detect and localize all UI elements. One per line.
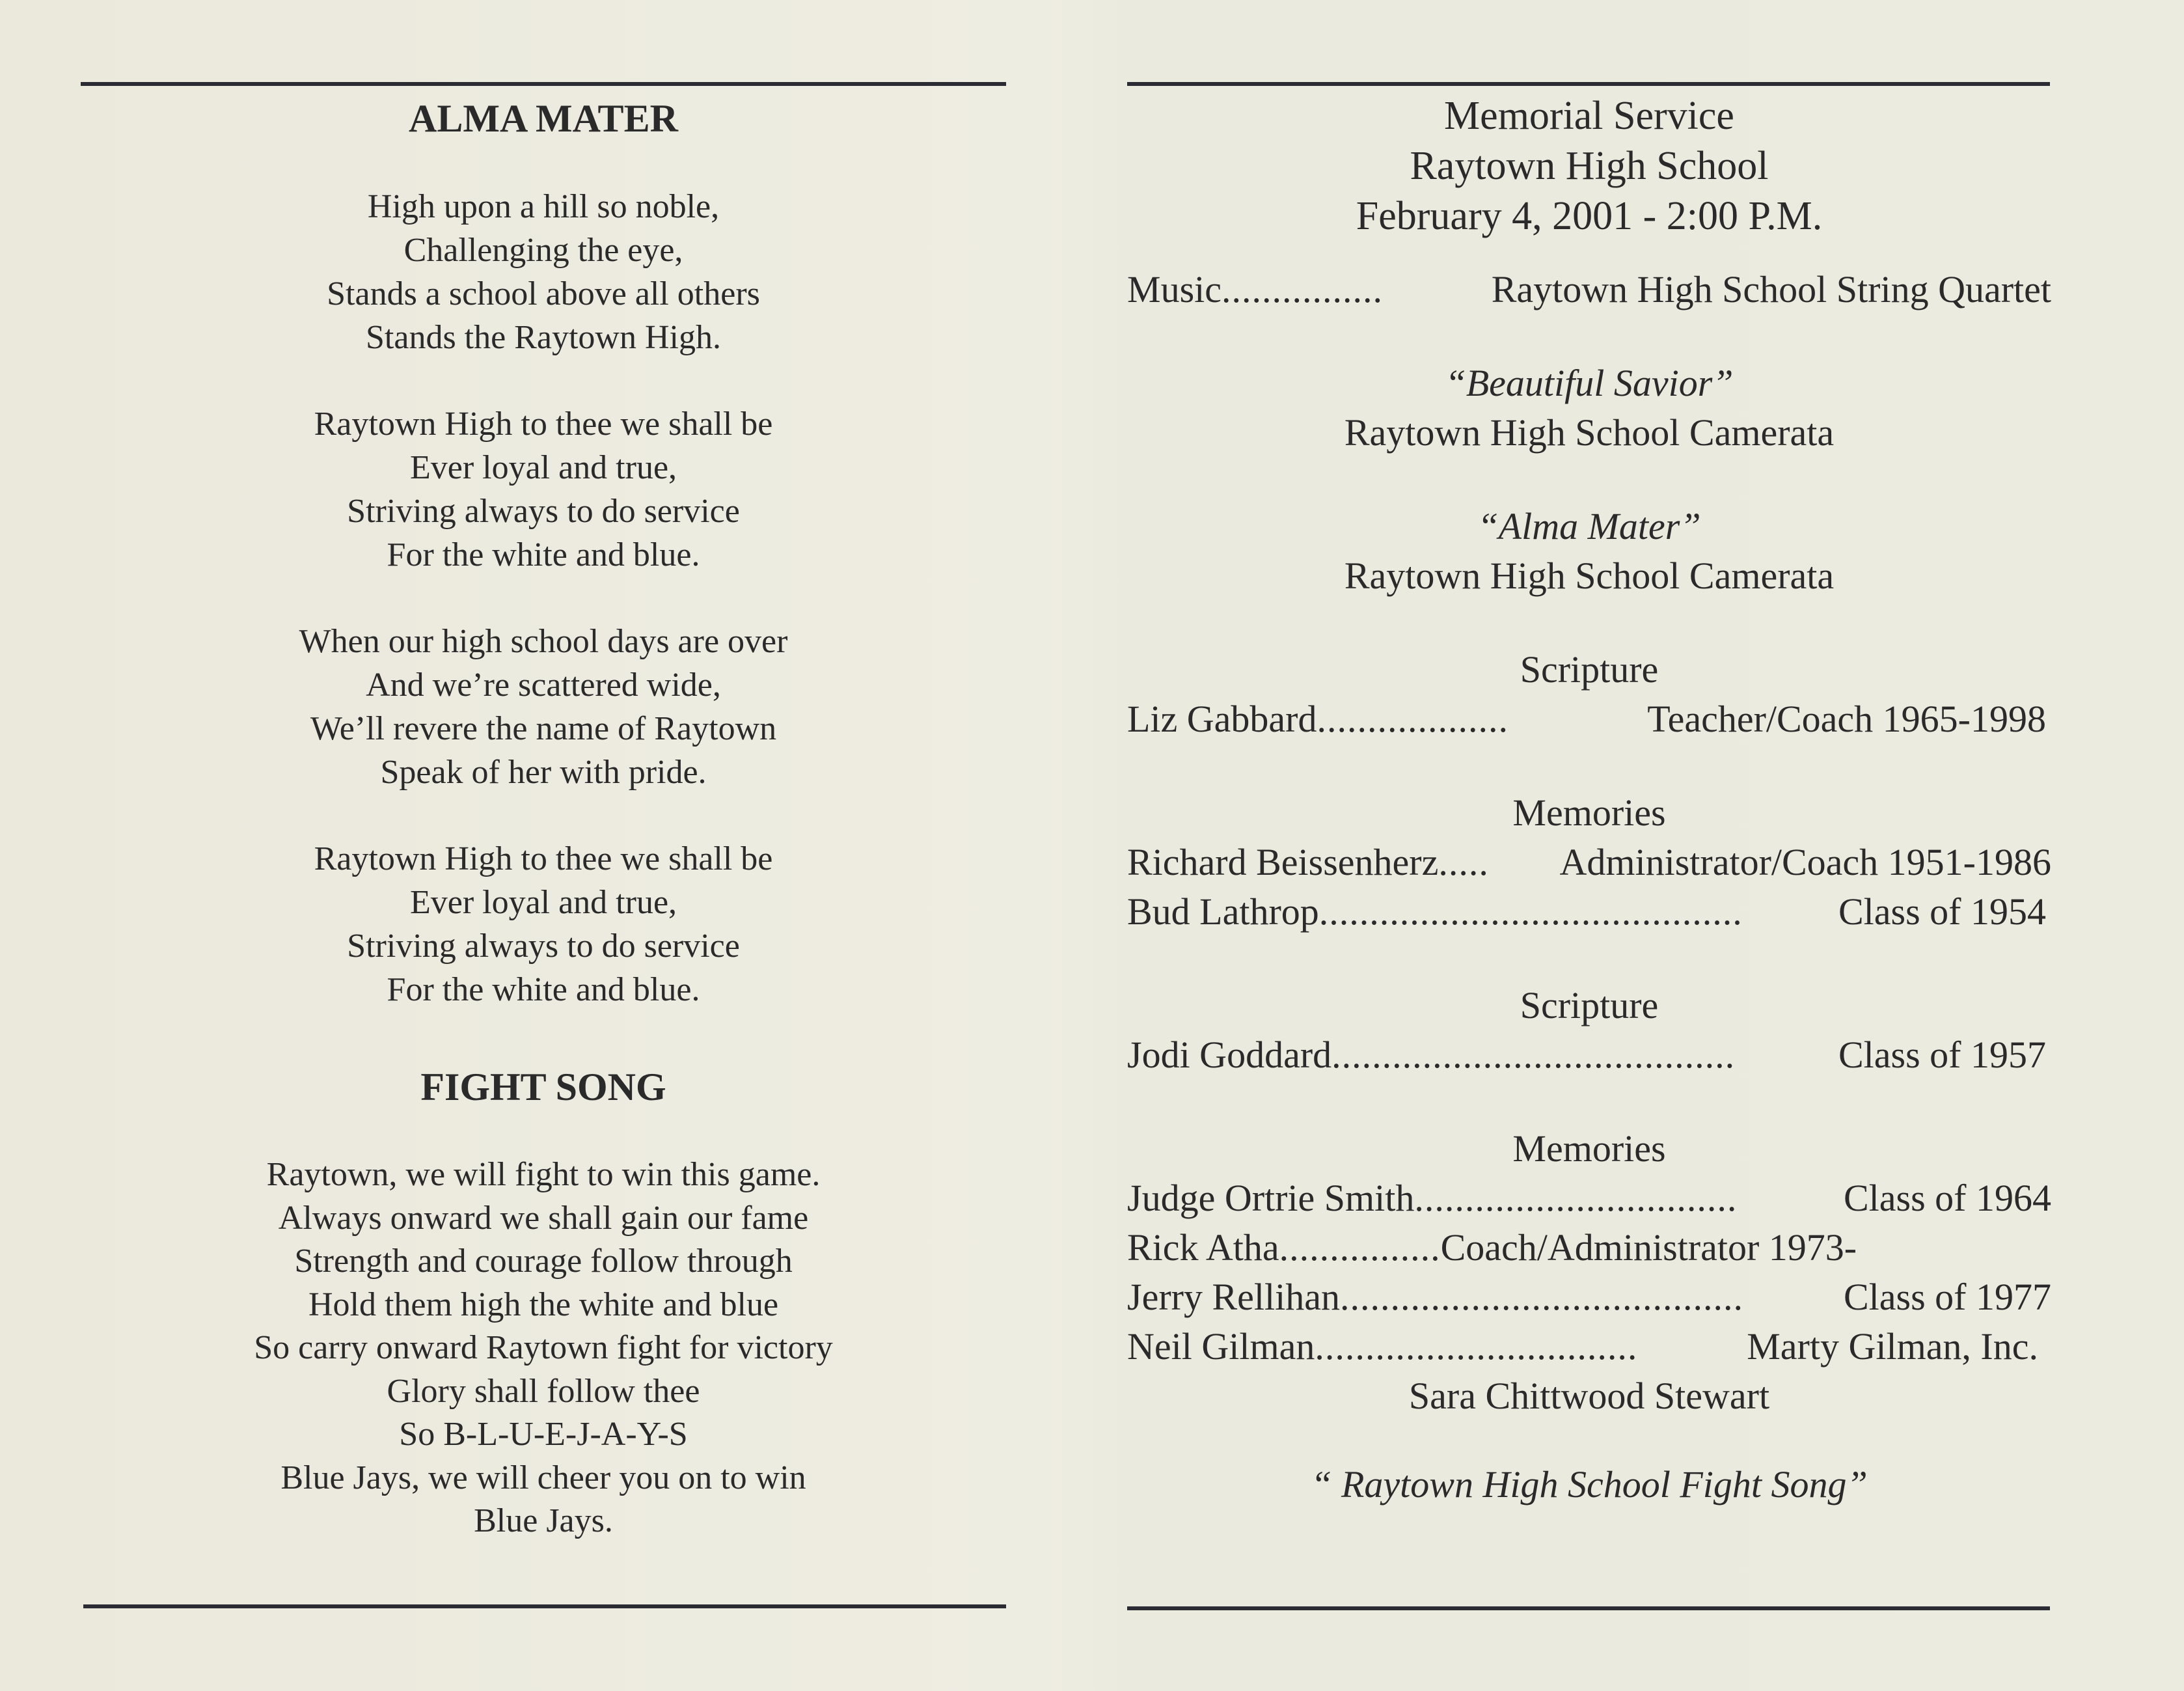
alma-mater-verse: [81, 185, 1006, 359]
lyric-line: Glory shall follow thee: [387, 1372, 700, 1410]
dot-leader: ...................: [1317, 698, 1508, 740]
dot-leader: ................: [1222, 268, 1383, 310]
speaker-row: [1127, 694, 2046, 744]
speaker-role: Teacher/Coach 1965-1998: [1647, 698, 2046, 740]
speaker-name: Judge Ortrie Smith: [1127, 1177, 1415, 1219]
speaker-name: Neil Gilman: [1127, 1325, 1315, 1368]
piece-title: “Beautiful Savior”: [1445, 362, 1734, 404]
piece-performer: Raytown High School Camerata: [1344, 411, 1835, 454]
lyric-line: Raytown High to thee we shall be: [314, 840, 773, 877]
lyric-line: We’ll revere the name of Raytown: [310, 710, 777, 747]
order-of-service: [1127, 265, 2051, 1509]
lyric-line: Raytown, we will fight to win this game.: [266, 1156, 821, 1193]
speaker-role: Administrator/Coach 1951-1986: [1559, 841, 2051, 883]
music-row: [1127, 265, 2051, 314]
lyric-line: Blue Jays.: [474, 1502, 613, 1539]
speaker-role: Coach/Administrator 1973-: [1440, 1226, 1857, 1269]
section-heading: Scripture: [1520, 648, 1659, 691]
closing-piece: “ Raytown High School Fight Song”: [1311, 1463, 1868, 1505]
service-title: Memorial Service: [1444, 94, 1734, 138]
section-heading: Scripture: [1520, 984, 1659, 1026]
alma-mater-verse: [81, 402, 1006, 577]
speaker-row: [1127, 887, 2046, 937]
speaker-row: [1127, 1322, 2038, 1371]
speaker-row: [1127, 838, 2051, 887]
scripture-section: [1127, 645, 2051, 744]
alma-mater-verse: [81, 837, 1006, 1011]
lyric-line: Challenging the eye,: [403, 232, 683, 269]
memories-section: [1127, 788, 2051, 937]
right-top-rule: [1127, 82, 2050, 86]
lyric-line: Hold them high the white and blue: [308, 1285, 779, 1323]
lyric-line: Ever loyal and true,: [409, 449, 677, 486]
service-date: February 4, 2001 - 2:00 P.M.: [1356, 194, 1823, 238]
program-item-performer: Raytown High School String Quartet: [1491, 268, 2051, 310]
dot-leader: ................................: [1414, 1177, 1738, 1219]
program-item-label: Music: [1127, 268, 1222, 310]
speaker-row: [1127, 1030, 2046, 1080]
dot-leader: ................: [1279, 1226, 1441, 1269]
dot-leader: ........................................: [1339, 1276, 1743, 1318]
dot-leader: .....: [1438, 841, 1489, 883]
lyric-line: For the white and blue.: [387, 536, 700, 573]
speaker-name: Liz Gabbard: [1127, 698, 1317, 740]
left-top-rule: [81, 82, 1006, 86]
piece-performer: Raytown High School Camerata: [1344, 555, 1835, 597]
speaker-role: Class of 1964: [1844, 1177, 2051, 1219]
speaker-role: Class of 1977: [1844, 1276, 2051, 1318]
lyric-line: Stands the Raytown High.: [366, 319, 721, 356]
speaker-name: Bud Lathrop: [1127, 890, 1319, 933]
lyric-line: Stands a school above all others: [327, 275, 760, 312]
speaker-name: Jodi Goddard: [1127, 1034, 1332, 1076]
speaker-name: Sara Chittwood Stewart: [1408, 1375, 1770, 1417]
speaker-row: [1127, 1223, 2051, 1272]
alma-mater-verse: [81, 620, 1006, 794]
dot-leader: ..........................................: [1318, 890, 1743, 933]
speaker-row: [1127, 1272, 2051, 1322]
lyric-line: Striving always to do service: [347, 493, 740, 530]
right-bottom-rule: [1127, 1606, 2050, 1610]
left-bottom-rule: [83, 1604, 1006, 1608]
speaker-role: Class of 1957: [1838, 1034, 2046, 1076]
speaker-row: [1127, 1174, 2051, 1223]
lyric-line: When our high school days are over: [299, 623, 788, 660]
lyric-line: Always onward we shall gain our fame: [278, 1199, 809, 1237]
left-panel-songs: [81, 91, 1006, 1543]
school-name: Raytown High School: [1410, 144, 1769, 188]
lyric-line: Raytown High to thee we shall be: [314, 406, 773, 443]
piece-title: “Alma Mater”: [1477, 505, 1701, 547]
section-heading: Memories: [1512, 791, 1666, 834]
lyric-line: So carry onward Raytown fight for victory: [254, 1329, 833, 1366]
lyric-line: Ever loyal and true,: [409, 884, 677, 921]
section-heading: Memories: [1512, 1127, 1666, 1170]
lyric-line: Blue Jays, we will cheer you on to win: [280, 1459, 806, 1496]
dot-leader: ........................................: [1331, 1034, 1736, 1076]
lyric-line: High upon a hill so noble,: [367, 188, 720, 225]
memories-section: [1127, 1124, 2051, 1421]
dot-leader: ................................: [1315, 1325, 1638, 1368]
fight-song-title: FIGHT SONG: [420, 1065, 666, 1108]
fight-song-lyrics: [81, 1153, 1006, 1543]
scripture-section: [1127, 981, 2051, 1080]
speaker-name: Rick Atha: [1127, 1226, 1279, 1269]
lyric-line: Strength and courage follow through: [294, 1243, 793, 1280]
lyric-line: So B-L-U-E-J-A-Y-S: [399, 1416, 688, 1453]
alma-mater-title: ALMA MATER: [409, 97, 678, 140]
lyric-line: Striving always to do service: [347, 928, 740, 965]
speaker-role: Class of 1954: [1838, 890, 2046, 933]
lyric-line: And we’re scattered wide,: [366, 667, 721, 704]
program-piece: [1127, 502, 2051, 601]
speaker-role: Marty Gilman, Inc.: [1747, 1325, 2038, 1368]
alma-mater-lyrics: [81, 185, 1006, 1011]
program-piece: [1127, 359, 2051, 458]
service-header: [1127, 91, 2051, 241]
right-panel-program: [1127, 91, 2051, 1509]
lyric-line: Speak of her with pride.: [380, 754, 707, 791]
lyric-line: For the white and blue.: [387, 971, 700, 1008]
speaker-name: Richard Beissenherz: [1127, 841, 1439, 883]
speaker-name: Jerry Rellihan: [1127, 1276, 1340, 1318]
